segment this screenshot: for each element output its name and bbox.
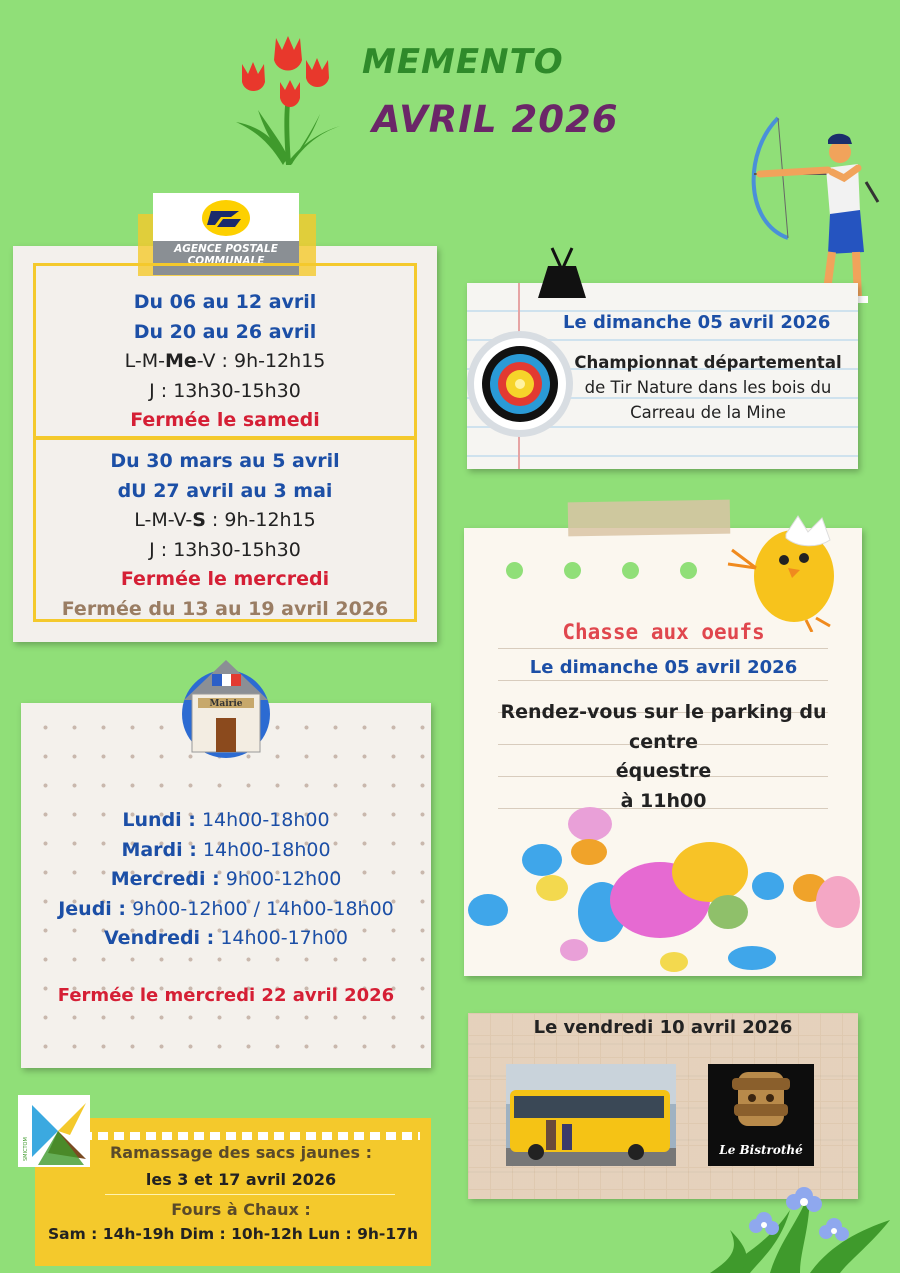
la-poste-bird-icon xyxy=(201,199,251,237)
easter-title: Chasse aux oeufs xyxy=(562,620,765,644)
date-range: Du 06 au 12 avril xyxy=(133,291,317,313)
easter-eggs-icon xyxy=(464,800,862,975)
mairie-closed: Fermée le mercredi 22 avril 2026 xyxy=(57,985,395,1006)
closed-note: Fermée le samedi xyxy=(130,409,320,431)
binder-clip-icon xyxy=(534,244,590,300)
event-title: Championnat départemental xyxy=(574,353,842,372)
thursday-hours: J : 13h30-15h30 xyxy=(149,379,301,402)
closed-note: Fermée le mercredi xyxy=(120,568,330,590)
title-memento: MEMENTO xyxy=(362,42,564,82)
post-office-period-2 xyxy=(35,447,415,624)
collection-title: Ramassage des sacs jaunes : xyxy=(109,1143,372,1162)
hours-row: Mercredi : 9h00-12h00 xyxy=(110,868,342,890)
smictom-label: SMICTOM xyxy=(23,1137,29,1161)
target-icon xyxy=(466,330,574,438)
bus-photo-icon xyxy=(506,1064,676,1166)
bus-date: Le vendredi 10 avril 2026 xyxy=(533,1017,793,1038)
bistro-name: Le Bistrothé xyxy=(719,1143,803,1157)
date-range: dU 27 avril au 3 mai xyxy=(117,479,333,502)
town-hall-icon xyxy=(180,654,272,762)
archery-details xyxy=(572,350,844,425)
film-perforations xyxy=(82,1132,420,1140)
easter-meeting xyxy=(466,698,861,816)
archer-icon xyxy=(748,112,888,312)
smictom-logo-icon xyxy=(18,1095,90,1167)
hours-row: Lundi : 14h00-18h00 xyxy=(122,809,330,831)
easter-date: Le dimanche 05 avril 2026 xyxy=(529,657,798,678)
logo-line-1: AGENCE POSTALE xyxy=(174,243,278,255)
binder-holes xyxy=(500,562,730,580)
chick-icon xyxy=(726,508,856,632)
event-desc: de Tir Nature dans les bois du xyxy=(584,378,832,397)
fours-hours: Sam : 14h-19h Dim : 10h-12h Lun : 9h-17h xyxy=(48,1225,418,1243)
meeting-line: équestre xyxy=(615,760,712,782)
flowers-icon xyxy=(710,1150,900,1273)
date-range: Du 30 mars au 5 avril xyxy=(110,450,340,472)
closed-range: Fermée du 13 au 19 avril 2026 xyxy=(61,597,389,620)
hours-row: Jeudi : 9h00-12h00 / 14h00-18h00 xyxy=(58,897,394,920)
archery-date: Le dimanche 05 avril 2026 xyxy=(563,312,831,333)
waste-card xyxy=(35,1118,431,1266)
weekday-hours: L-M-V-S : 9h-12h15 xyxy=(134,509,316,531)
meeting-line: Rendez-vous sur le parking du centre xyxy=(500,701,827,753)
hours-row: Mardi : 14h00-18h00 xyxy=(121,838,331,861)
post-office-period-1 xyxy=(35,288,415,436)
weekday-hours: L-M-Me-V : 9h-12h15 xyxy=(124,350,326,372)
event-desc: Carreau de la Mine xyxy=(630,403,786,422)
tape xyxy=(568,500,731,537)
thursday-hours: J : 13h30-15h30 xyxy=(149,538,301,561)
tulips-icon xyxy=(228,30,348,170)
divider xyxy=(33,436,417,440)
mairie-hours xyxy=(23,806,429,954)
fours-title: Fours à Chaux : xyxy=(171,1200,311,1219)
date-range: Du 20 au 26 avril xyxy=(133,320,317,343)
hours-row: Vendredi : 14h00-17h00 xyxy=(104,927,348,949)
logo-line-2: COMMUNALE xyxy=(187,255,265,267)
title-month: AVRIL 2026 xyxy=(372,98,619,141)
mairie-sign: Mairie xyxy=(209,699,243,709)
collection-dates: les 3 et 17 avril 2026 xyxy=(145,1170,337,1189)
meeting-line: à 11h00 xyxy=(620,789,707,812)
